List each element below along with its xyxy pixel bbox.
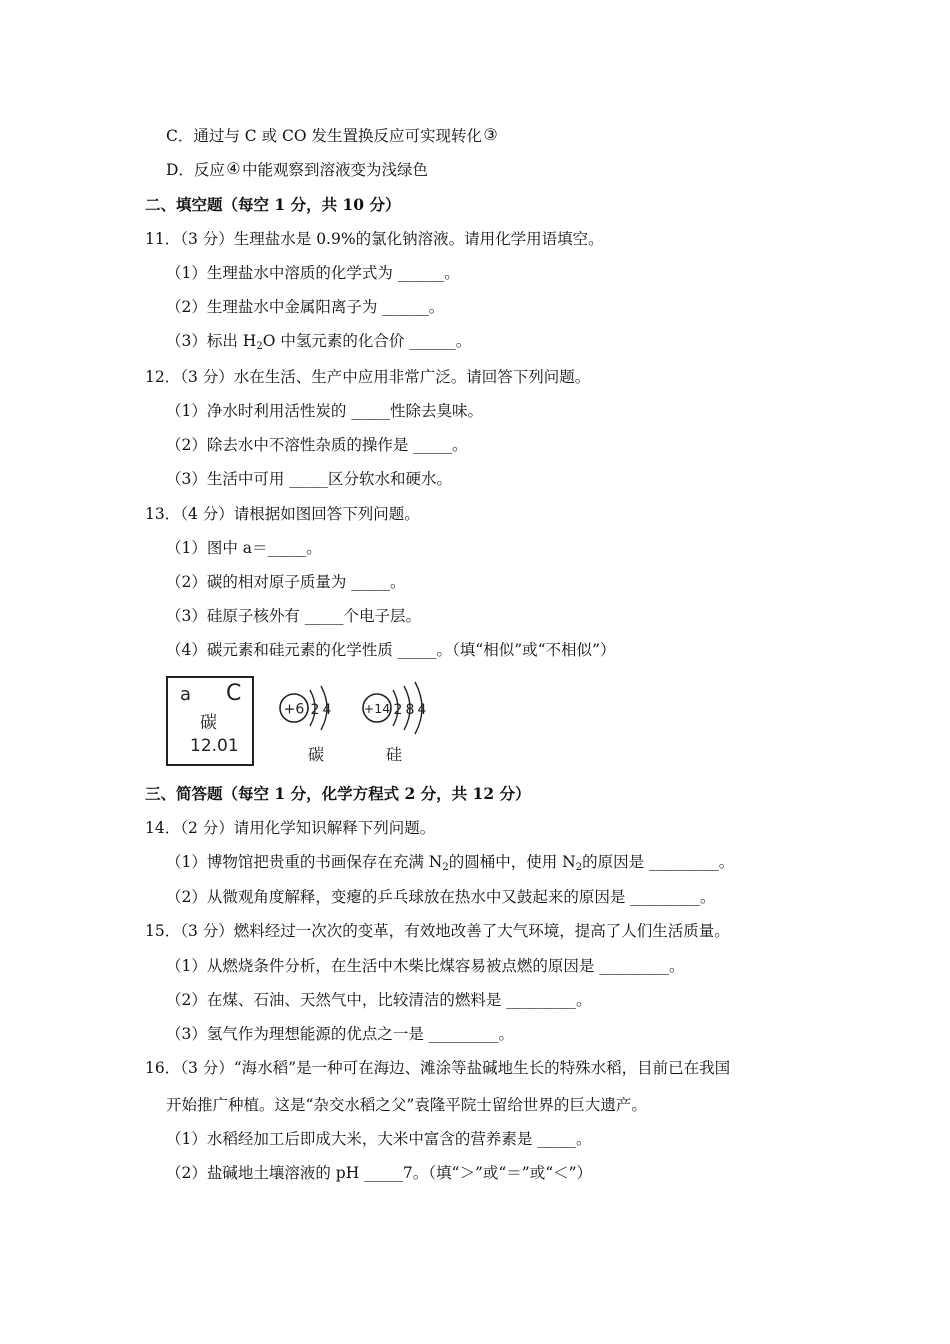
silicon-shell-3-electrons: 4 [417,702,427,718]
q13-part4: （4）碳元素和硅元素的化学性质 _____。（填“相似”或“不相似”） [166,641,616,659]
q16-stem-line1: 16．（3 分）“海水稻”是一种可在海边、滩涂等盐碱地生长的特殊水稻，目前已在我国 [145,1059,731,1077]
circled-3: ③ [483,125,498,144]
atom-figure [166,676,436,768]
carbon-nucleus-charge: +6 [283,701,305,718]
section-3-heading: 三、简答题（每空 1 分，化学方程式 2 分，共 12 分） [145,784,531,803]
element-card-name: 碳 [200,713,217,733]
atom-structure-diagrams [166,676,436,768]
q16-part2: （2）盐碱地土壤溶液的 pH _____7。（填“＞”或“＝”或“＜”） [166,1164,593,1182]
q13-part1: （1）图中 a＝_____。 [166,539,322,557]
q11-part1: （1）生理盐水中溶质的化学式为 ______。 [166,264,460,282]
silicon-shell-1-electrons: 2 [393,702,403,718]
carbon-atom-diagram [280,686,332,764]
q13-part2: （2）碳的相对原子质量为 _____。 [166,573,406,591]
option-c: C．通过与 C 或 CO 发生置换反应可实现转化③ [166,125,498,145]
silicon-shell-2-electrons: 8 [405,702,415,718]
q16-part1: （1）水稻经加工后即成大米，大米中富含的营养素是 _____。 [166,1130,592,1148]
section-2-heading: 二、填空题（每空 1 分，共 10 分） [145,195,401,214]
q12-part1: （1）净水时利用活性炭的 _____性除去臭味。 [166,402,484,420]
q16-stem-line2: 开始推广种植。这是“杂交水稻之父”袁隆平院士留给世界的巨大遗产。 [166,1096,647,1114]
carbon-shell-1-electrons: 2 [310,702,320,718]
q15-stem: 15．（3 分）燃料经过一次次的变革，有效地改善了大气环境，提高了人们生活质量。 [145,922,730,940]
q14-stem: 14．（2 分）请用化学知识解释下列问题。 [145,819,436,837]
carbon-shell-2-electrons: 4 [322,702,332,718]
q15-part1: （1）从燃烧条件分析，在生活中木柴比煤容易被点燃的原因是 _________。 [166,957,685,975]
q13-part3: （3）硅原子核外有 _____个电子层。 [166,607,422,625]
silicon-diagram-label: 硅 [385,745,403,764]
q12-part2: （2）除去水中不溶性杂质的操作是 _____。 [166,436,468,454]
q13-stem: 13．（4 分）请根据如图回答下列问题。 [145,505,420,523]
q11-part3: （3）标出 $H_2O$ 中氢元素的化合价 ______。 [166,332,472,352]
q12-stem: 12．（3 分）水在生活、生产中应用非常广泛。请回答下列问题。 [145,368,591,386]
q14-part1: （1）博物馆把贵重的书画保存在充满 $N_2$的圆桶中，使用 $N_2$的原因是 _________。 [166,853,735,873]
element-card-a: a [180,684,192,705]
q11-stem: 11．（3 分）生理盐水是 0.9%的氯化钠溶液。请用化学用语填空。 [145,230,604,248]
element-card-symbol: C [226,681,242,706]
silicon-nucleus-charge: +14 [363,701,391,716]
q15-part2: （2）在煤、石油、天然气中，比较清洁的燃料是 _________。 [166,991,592,1009]
q14-part2: （2）从微观角度解释，变瘪的乒乓球放在热水中又鼓起来的原因是 _________。 [166,888,716,906]
silicon-atom-diagram [363,682,427,764]
q12-part3: （3）生活中可用 _____区分软水和硬水。 [166,470,453,488]
element-card-mass: 12.01 [190,736,239,756]
carbon-diagram-label: 碳 [307,745,325,764]
circled-4: ④ [226,159,241,178]
q11-part2: （2）生理盐水中金属阳离子为 ______。 [166,298,445,316]
option-d: D．反应④中能观察到溶液变为浅绿色 [166,159,428,179]
q15-part3: （3）氢气作为理想能源的优点之一是 _________。 [166,1025,515,1043]
